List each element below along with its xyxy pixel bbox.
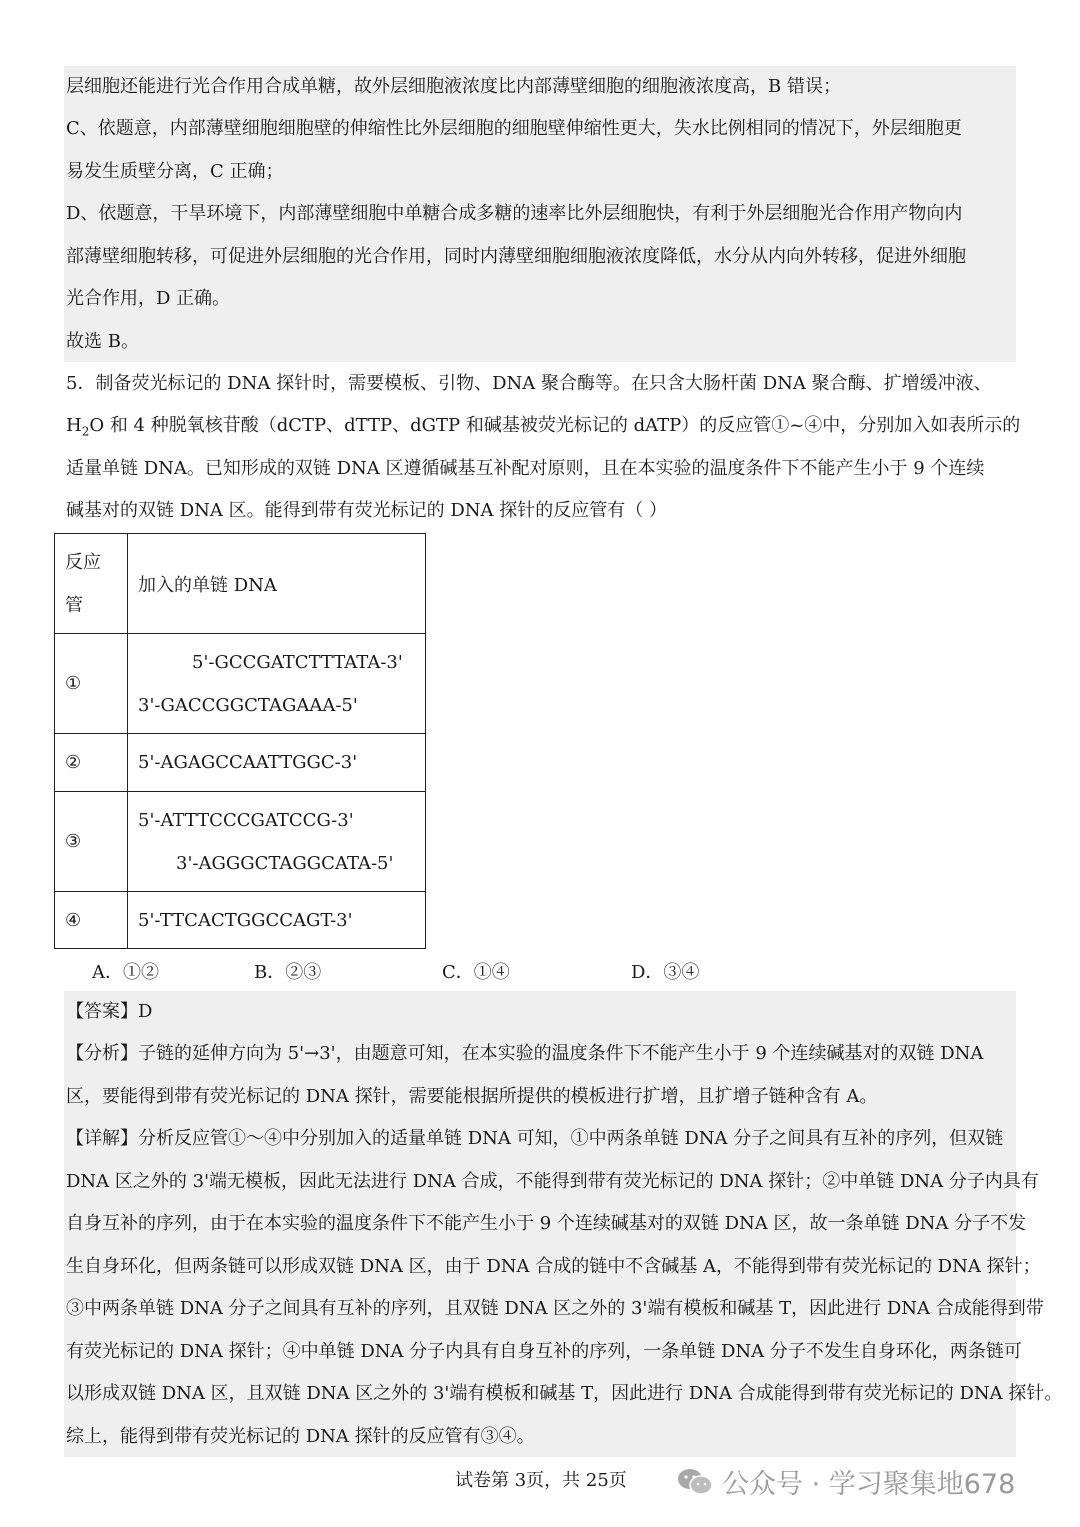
wechat-icon [676,1467,714,1497]
dna-cell [128,792,426,892]
watermark-text: 公众号 · 学习聚集地678 [722,1469,1016,1500]
tube-label: ① [55,634,128,734]
option-b[interactable]: B．②③ [254,962,322,983]
detail-line-5: ③中两条单链 DNA 分子之间具有互补的序列，且双链 DNA 区之外的 3'端有模板和碱基 T，因此进行 DNA 合成能得到带 [66,1298,1044,1319]
summary-line: 综上，能得到带有荧光标记的 DNA 探针的反应管有③④。 [66,1426,535,1447]
header-tube [55,534,128,634]
detail-line-4: 生自身环化，但两条链可以形成双链 DNA 区，由于 DNA 合成的链中不含碱基 A，不能得到带有荧光标记的 DNA 探针； [66,1256,1041,1277]
page-footer: 试卷第 3页，共 25页 [455,1470,627,1491]
sequence: 3'-AGGGCTAGGCATA-5' [176,852,394,874]
formula-subscript: 2 [81,424,90,439]
table-row [55,734,426,792]
dna-cell [128,892,426,949]
question-line-2-rest: O 和 4 种脱氧核苷酸（dCTP、dTTP、dGTP 和碱基被荧光标记的 dATP）的反应管①~④中，分别加入如表所示的 [89,415,1021,436]
question-line-2 [66,414,1020,444]
option-d[interactable]: D．③④ [631,962,700,983]
prev-line-7: 故选 B。 [66,331,139,352]
prev-line-4: D、依题意，干旱环境下，内部薄壁细胞中单糖合成多糖的速率比外层细胞快，有利于外层细胞光合作用产物向内 [66,203,963,224]
header-tube-line-2: 管 [65,594,83,616]
sequence: 5'-AGAGCCAATTGGC-3' [138,752,358,773]
question-line-1: 5．制备荧光标记的 DNA 探针时，需要模板、引物、DNA 聚合酶等。在只含大肠杆菌 DNA 聚合酶、扩增缓冲液、 [66,373,992,394]
sequence: 5'-ATTTCCCGATCCG-3' [138,809,354,831]
dna-cell [128,734,426,792]
header-tube-line-1: 反应 [65,551,101,573]
answer-line: 【答案】D [66,1001,153,1022]
detail-line-7: 以形成双链 DNA 区，且双链 DNA 区之外的 3'端有模板和碱基 T，因此进行 DNA 合成能得到带有荧光标记的 DNA 探针。 [66,1383,1063,1404]
question-line-4: 碱基对的双链 DNA 区。能得到带有荧光标记的 DNA 探针的反应管有（ ） [66,500,667,521]
detail-line-3: 自身互补的序列，由于在本实验的温度条件下不能产生小于 9 个连续碱基对的双链 DNA 区，故一条单链 DNA 分子不发 [66,1213,1027,1234]
detail-line-6: 有荧光标记的 DNA 探针；④中单链 DNA 分子内具有自身互补的序列，一条单链 DNA 分子不发生自身环化，两条链可 [66,1341,1022,1362]
prev-line-2: C、依题意，内部薄壁细胞细胞壁的伸缩性比外层细胞的细胞壁伸缩性更大，失水比例相同的情况下，外层细胞更 [66,118,962,139]
option-c[interactable]: C．①④ [442,962,510,983]
dna-cell [128,634,426,734]
answer-options [0,958,1080,982]
prev-line-6: 光合作用，D 正确。 [66,288,231,309]
prev-line-5: 部薄壁细胞转移，可促进外层细胞的光合作用，同时内薄壁细胞细胞液浓度降低，水分从内向外转移，促进外细胞 [66,246,966,267]
sequence: 5'-TTCACTGGCCAGT-3' [138,909,353,931]
dna-table [54,533,426,949]
tube-label: ② [55,734,128,792]
prev-line-1: 层细胞还能进行光合作用合成单糖，故外层细胞液浓度比内部薄壁细胞的细胞液浓度高，B 错误； [66,76,841,97]
formula-h: H [66,415,82,436]
tube-label: ③ [55,792,128,892]
analysis-line-1: 【分析】子链的延伸方向为 5'→3'，由题意可知，在本实验的温度条件下不能产生小于 9 个连续碱基对的双链 DNA [66,1043,984,1064]
prev-line-3: 易发生质壁分离，C 正确； [66,161,284,182]
header-dna: 加入的单链 DNA [128,534,426,634]
tube-label: ④ [55,892,128,949]
table-row [55,634,426,734]
detail-line-1: 【详解】分析反应管①～④中分别加入的适量单链 DNA 可知，①中两条单链 DNA 分子之间具有互补的序列，但双链 [66,1128,1004,1149]
table-row [55,892,426,949]
table-row [55,792,426,892]
watermark [676,1462,1015,1501]
sequence: 5'-GCCGATCTTTATA-3' [192,651,403,673]
sequence: 3'-GACCGGCTAGAAA-5' [138,694,358,716]
question-line-3: 适量单链 DNA。已知形成的双链 DNA 区遵循碱基互补配对原则，且在本实验的温度条件下不能产生小于 9 个连续 [66,458,985,479]
detail-line-2: DNA 区之外的 3'端无模板，因此无法进行 DNA 合成，不能得到带有荧光标记的 DNA 探针；②中单链 DNA 分子内具有 [66,1171,1039,1192]
table-header-row [55,534,426,634]
option-a[interactable]: A．①② [92,962,159,983]
analysis-line-2: 区，要能得到带有荧光标记的 DNA 探针，需要能根据所提供的模板进行扩增，且扩增子链种含有 A。 [66,1086,878,1107]
